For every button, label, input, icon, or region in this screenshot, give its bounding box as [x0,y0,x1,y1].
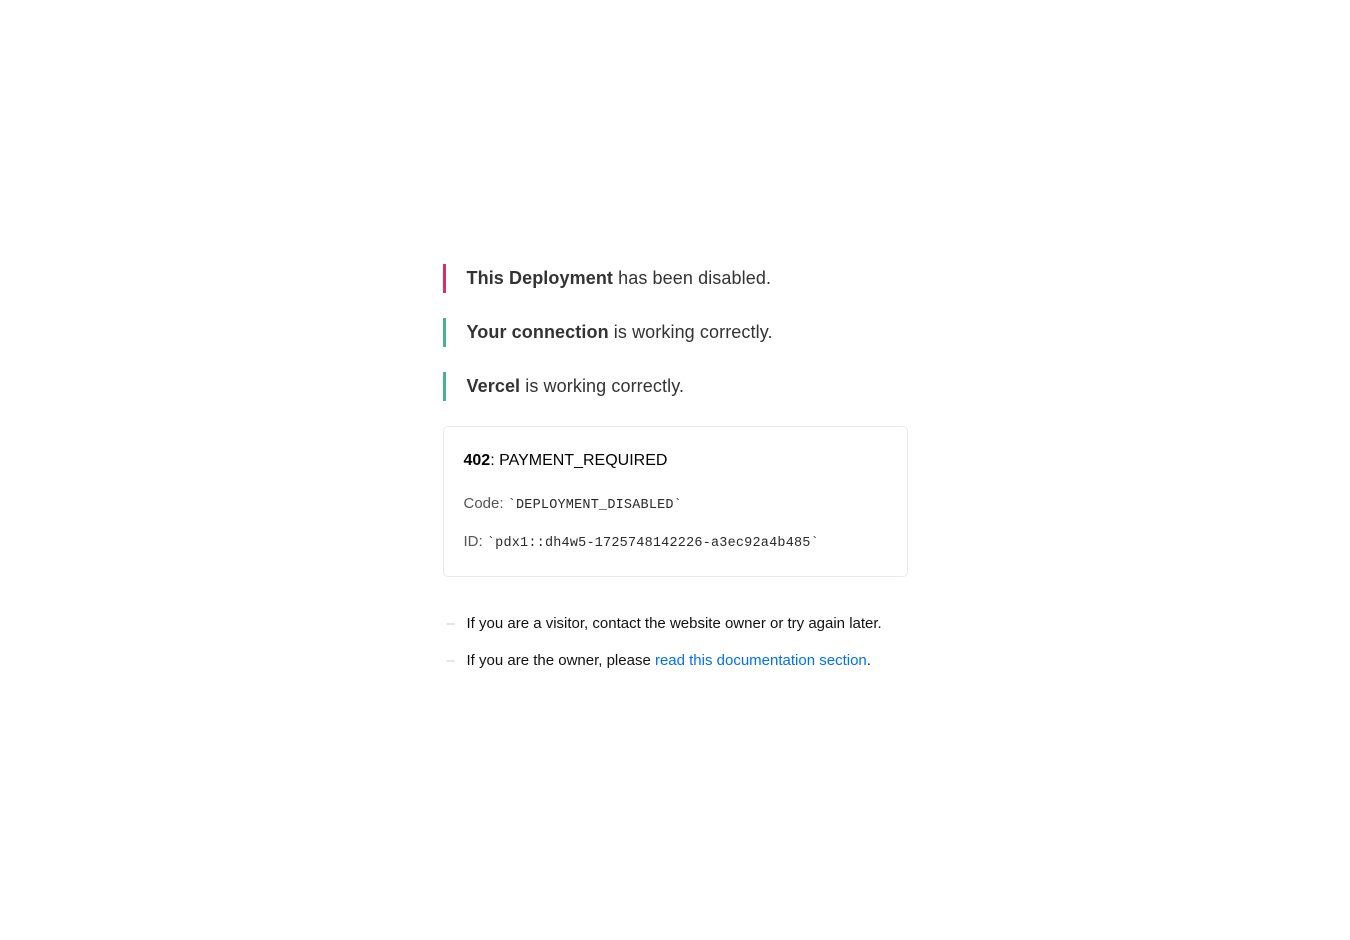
error-code-label: Code: [463,495,504,512]
error-page-content [443,264,908,670]
error-id-label: ID: [463,533,483,550]
documentation-link[interactable]: read this documentation section [654,652,867,669]
status-line-connection [443,318,908,347]
status-line-vercel [443,372,908,401]
dash-marker: – [446,615,455,632]
http-status-text: : PAYMENT_REQUIRED [490,452,668,469]
http-status-code: 402 [463,452,491,469]
help-text-owner-prefix: If you are the owner, please [466,652,655,669]
error-code-row [464,495,887,515]
help-text-owner-suffix: . [866,652,871,669]
help-item-owner [443,651,908,670]
error-id-value: `pdx1::dh4w5-1725748142226-a3ec92a4b485` [486,536,819,551]
status-subject-connection: Your connection [466,322,609,342]
dash-marker: – [446,652,455,669]
status-subject-deployment: This Deployment [466,268,614,288]
status-line-deployment [443,264,908,293]
error-status-title [464,451,887,471]
status-subject-vercel: Vercel [466,376,521,396]
status-message-deployment: has been disabled. [613,268,772,288]
error-code-value: `DEPLOYMENT_DISABLED` [507,498,683,513]
status-message-connection: is working correctly. [608,322,773,342]
error-details-box [443,426,908,577]
help-item-visitor [443,614,908,633]
status-message-vercel: is working correctly. [520,376,685,396]
error-id-row [464,533,887,553]
help-text-visitor: If you are a visitor, contact the website owner or try again later. [466,615,882,632]
help-list [443,614,908,670]
